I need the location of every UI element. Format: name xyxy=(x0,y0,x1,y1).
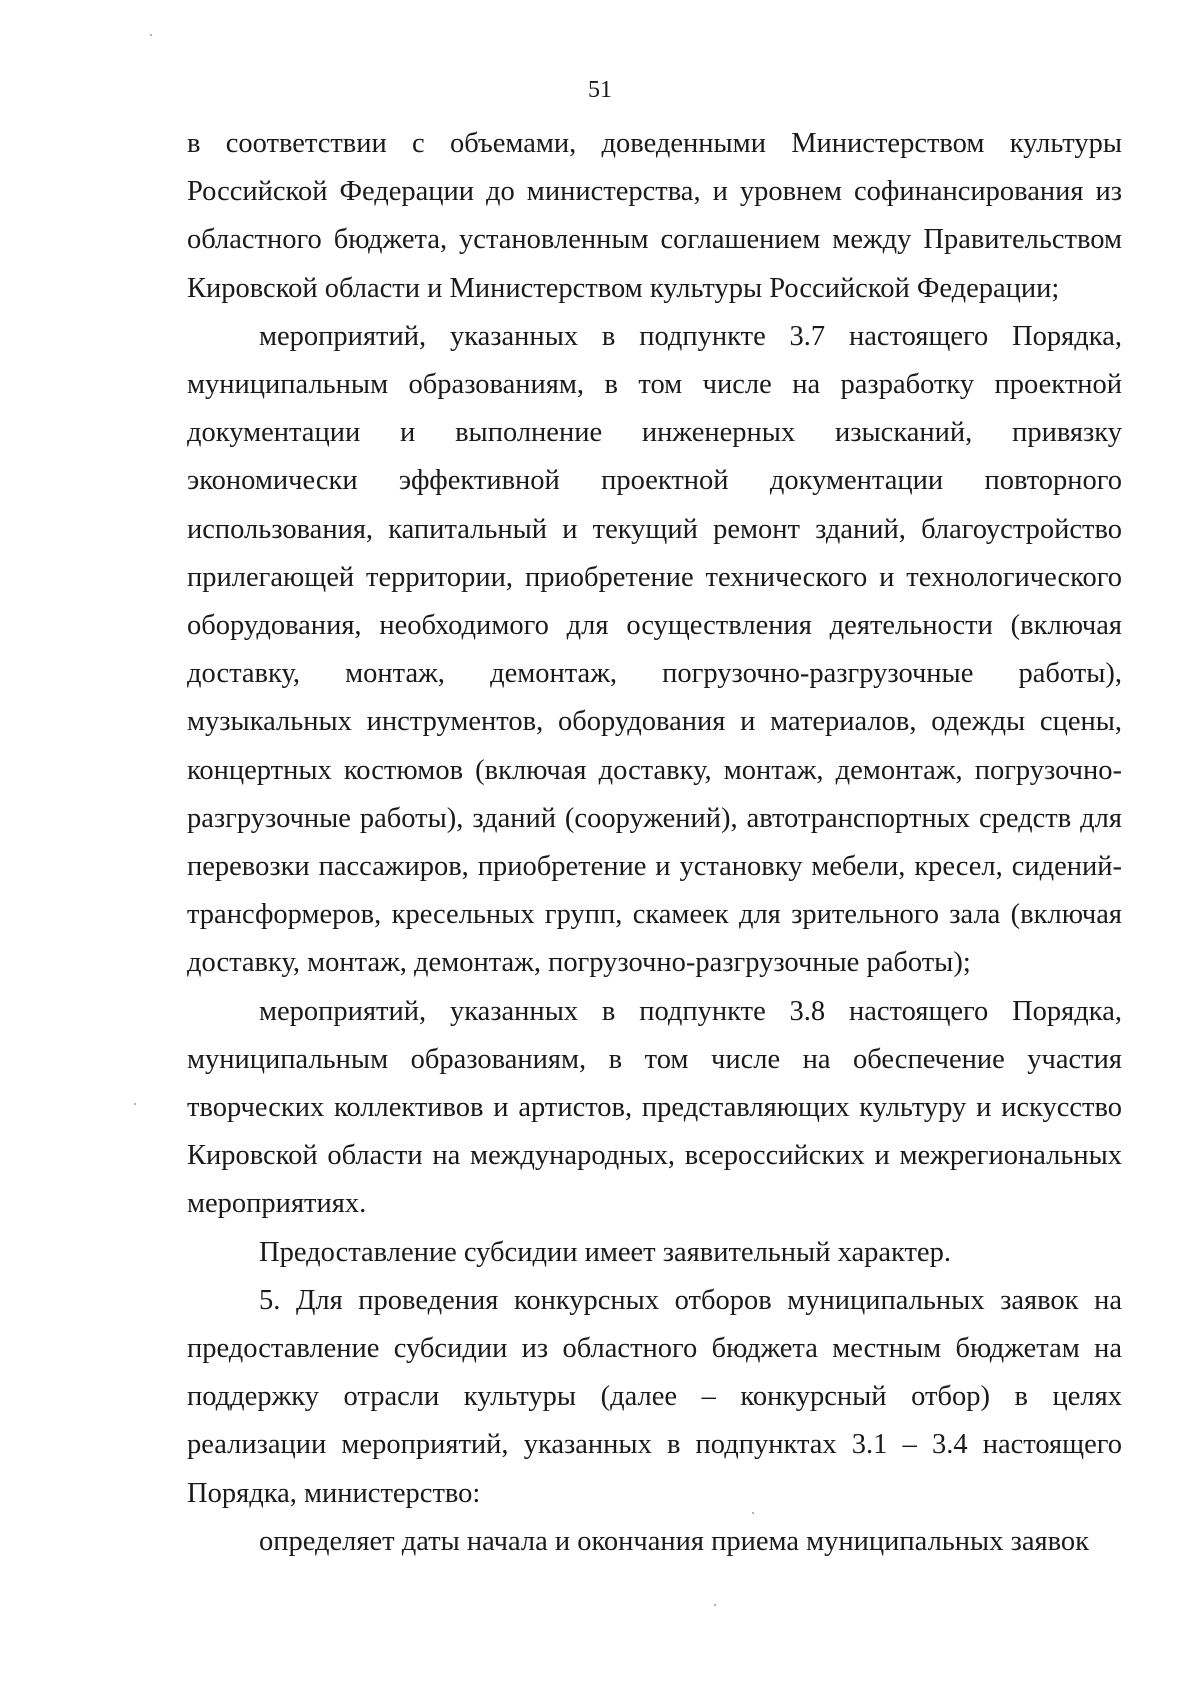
paragraph-item-3-8: мероприятий, указанных в подпункте 3.8 настоящего Порядка, муниципальным образованиям, в том числе на обеспечение участия творческих коллективов и артистов, представляющих культуру и искусство Кировской области на международных, всероссийских и межрегиональных мероприятиях. xyxy=(187,995,1122,1220)
paragraph-item-3-7: мероприятий, указанных в подпункте 3.7 настоящего Порядка, муниципальным образованиям, в том числе на разработку проектной документации и выполнение инженерных изысканий, привязку экономически эффективной проектной документации повторного использования, капитальный и текущий ремонт зданий, благоустройство прилегающей территории, приобретение технического и технологического оборудования, необходимого для осуществления деятельности (включая доставку, монтаж, демонтаж, погрузочно-разгрузочные работы), музыкальных инструментов, оборудования и материалов, одежды сцены, концертных костюмов (включая доставку, монтаж, демонтаж, погрузочно-разгрузочные работы), зданий (сооружений), автотранспортных средств для перевозки пассажиров, приобретение и установку мебели, кресел, сидений-трансформеров, кресельных групп, скамеек для зрительного зала (включая доставку, монтаж, демонтаж, погрузочно-разгрузочные работы); xyxy=(187,320,1122,979)
paragraph-application-nature: Предоставление субсидии имеет заявительный характер. xyxy=(259,1236,951,1268)
page-number: 51 xyxy=(588,77,612,103)
paragraph-section-5: 5. Для проведения конкурсных отборов муниципальных заявок на предоставление субсидии из областного бюджета местным бюджетам на поддержку отрасли культуры (далее – конкурсный отбор) в целях реализации мероприятий, указанных в подпунктах 3.1 – 3.4 настоящего Порядка, министерство: xyxy=(187,1284,1122,1509)
document-body xyxy=(187,120,1122,1566)
paragraph-dates: определяет даты начала и окончания приема муниципальных заявок xyxy=(259,1525,1089,1557)
scan-speck xyxy=(150,34,152,36)
scan-speck xyxy=(134,1103,136,1105)
scan-speck xyxy=(714,1604,716,1606)
paragraph-continuation: в соответствии с объемами, доведенными Министерством культуры Российской Федерации до министерства, и уровнем софинансирования из областного бюджета, установленным соглашением между Правительством Кировской области и Министерством культуры Российской Федерации; xyxy=(187,128,1122,304)
scan-speck xyxy=(752,1512,754,1514)
